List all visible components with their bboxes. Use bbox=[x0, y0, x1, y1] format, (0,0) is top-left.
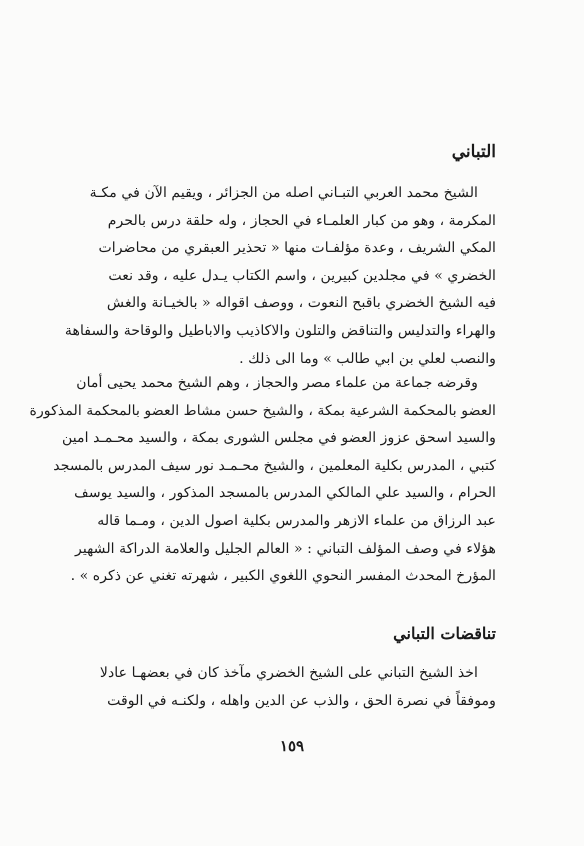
text-line: والنصب لعلي بن ابي طالب » وما الى ذلك . bbox=[239, 350, 496, 367]
paragraph bbox=[64, 180, 496, 373]
text-line: عبد الرزاق من علماء الازهر والمدرس بكلية اصول الدين ، ومـما قاله bbox=[97, 512, 496, 529]
text-line: والسيد اسحق عزوز العضو في مجلس الشورى بمكة ، والسيد محـمـد امين bbox=[61, 430, 496, 447]
text-line: كتبي ، المدرس بكلية المعلمين ، والشيخ محـمـد نور سيف المدرس بالمسجد bbox=[53, 457, 496, 474]
text-line: المكي الشريف ، وعدة مؤلفـات منها « تحذير العبقري من محاضرات bbox=[98, 240, 496, 257]
page-number: ١٥٩ bbox=[279, 737, 305, 755]
paragraph bbox=[29, 370, 496, 591]
text-line: هؤلاء في وصف المؤلف التباني : « العالم الجليل والعلامة الدراكة الشهير bbox=[75, 540, 496, 557]
text-line: المؤرخ المحدث المفسر النحوي اللغوي الكبير ، شهرته تغني عن ذكره » . bbox=[70, 568, 496, 585]
text-line: اخذ الشيخ التباني على الشيخ الخضري مآخذ كان في بعضهـا عادلا bbox=[99, 665, 478, 681]
text-line: الشيخ محمد العربي التبـاني اصله من الجزائر ، ويقيم الآن في مكـة bbox=[89, 185, 478, 201]
section-heading-tabani: التباني bbox=[451, 142, 496, 162]
text-line: العضو بالمحكمة الشرعية بمكة ، والشيخ حسن مشاط العضو بالمحكمة المذكورة bbox=[29, 402, 496, 419]
text-line: الحرام ، والسيد علي المالكي المدرس بالمسجد المذكور ، والسيد يوسف bbox=[74, 485, 496, 502]
text-line: فيه الشيخ الخضري باقبح النعوت ، ووصف اقواله « بالخيـانة والغش bbox=[106, 295, 496, 312]
text-line: المكرمة ، وهو من كبار العلمـاء في الحجاز ، وله حلقة درس بالحرم bbox=[107, 212, 496, 229]
text-line: والهراء والتدليس والتناقض والتلون والاكاذيب والاباطيل والوقاحة والسفاهة bbox=[64, 322, 496, 339]
text-line: وموفقاً في نصرة الحق ، والذب عن الدين واهله ، ولكنـه في الوقت bbox=[107, 692, 496, 709]
text-line: الخضري » في مجلدين كبيرين ، واسم الكتاب يـدل عليه ، وقد نعت bbox=[108, 267, 496, 284]
text-line: وقرضه جماعة من علماء مصر والحجاز ، وهم الشيخ محمد يحيى أمان bbox=[76, 375, 478, 391]
section-heading-contradictions: تناقضات التباني bbox=[393, 624, 496, 643]
paragraph bbox=[88, 660, 496, 715]
